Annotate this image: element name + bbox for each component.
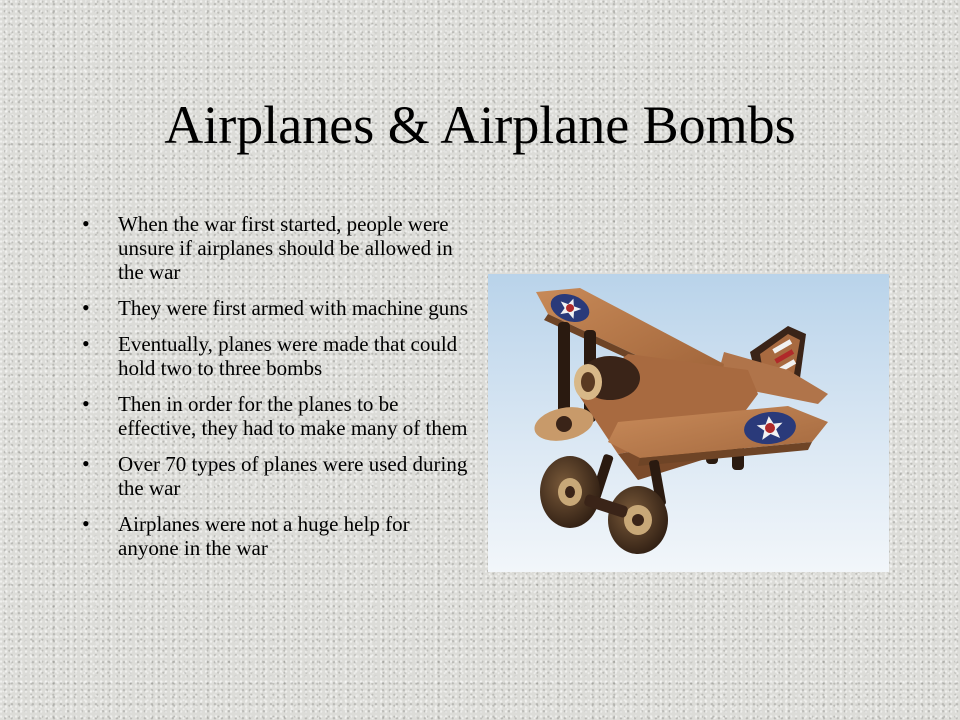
toy-biplane-photo [488, 274, 889, 572]
bullet-item [80, 296, 470, 320]
bullet-dot: • [82, 511, 90, 536]
bullet-item [80, 452, 470, 500]
bullet-text: Over 70 types of planes were used during the war [118, 452, 468, 500]
bullet-text: Eventually, planes were made that could hold two to three bombs [118, 332, 458, 380]
bullet-text: Airplanes were not a huge help for anyone in the war [118, 512, 410, 560]
bullet-list [80, 212, 470, 572]
bullet-dot: • [82, 295, 90, 320]
bullet-item [80, 392, 470, 440]
bullet-dot: • [82, 211, 90, 236]
bullet-item [80, 332, 470, 380]
bullet-text: Then in order for the planes to be effective, they had to make many of them [118, 392, 468, 440]
slide-title: Airplanes & Airplane Bombs [164, 95, 796, 155]
bullet-text: When the war first started, people were unsure if airplanes should be allowed in the war [118, 212, 453, 284]
toy-biplane-image [488, 274, 889, 572]
bullet-dot: • [82, 391, 90, 416]
bullet-dot: • [82, 331, 90, 356]
bullet-item [80, 512, 470, 560]
bullet-text: They were first armed with machine guns [118, 296, 468, 320]
bullet-dot: • [82, 451, 90, 476]
bullet-item [80, 212, 470, 284]
